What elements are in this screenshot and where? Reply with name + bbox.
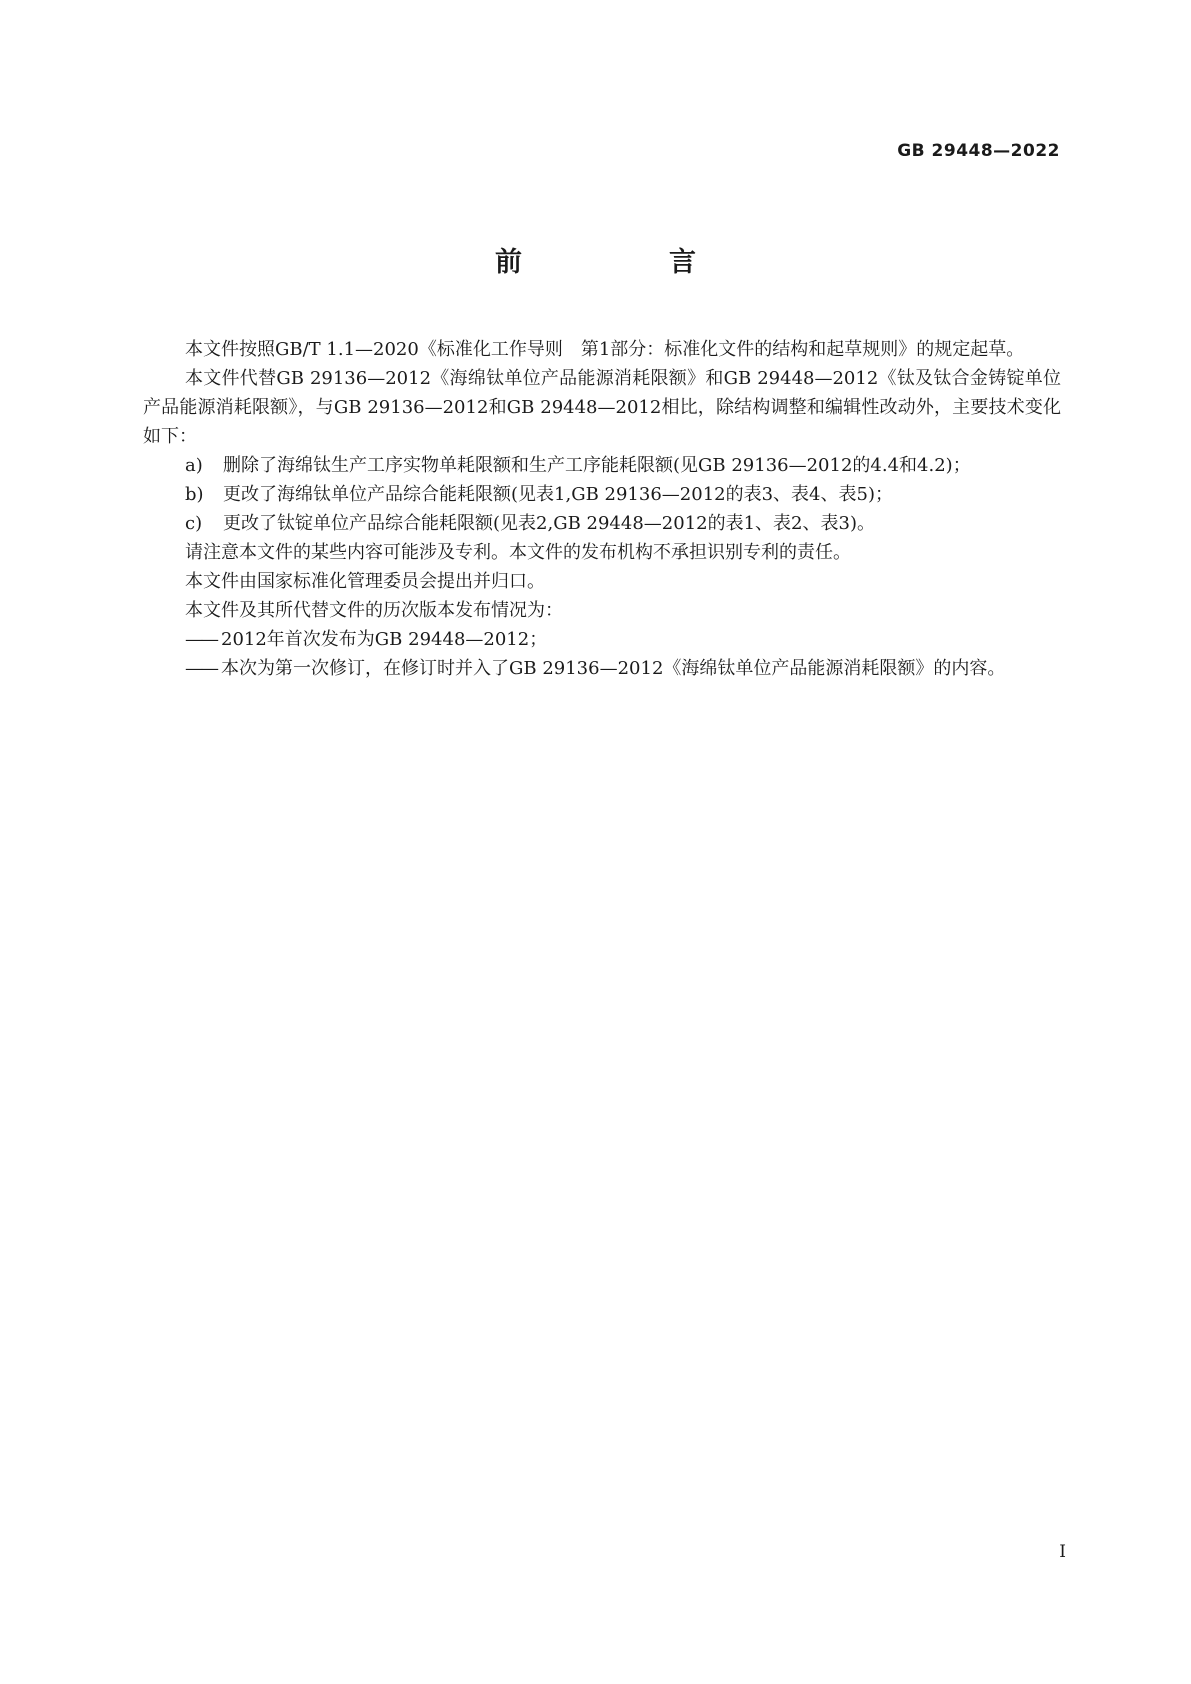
- paragraph-drafting-rules: 本文件按照GB/T 1.1—2020《标准化工作导则 第1部分：标准化文件的结构和起草规则》的规定起草。: [185, 339, 1025, 360]
- list-marker: c): [185, 513, 203, 534]
- list-item-text: 删除了海绵钛生产工序实物单耗限额和生产工序能耗限额(见GB 29136—2012的4.4和4.2)；: [223, 455, 971, 476]
- list-item-change-b: [185, 480, 1061, 509]
- paragraph-patent-notice: 请注意本文件的某些内容可能涉及专利。本文件的发布机构不承担识别专利的责任。: [185, 542, 851, 563]
- list-marker: b): [185, 484, 204, 505]
- list-item-text: 2012年首次发布为GB 29448—2012；: [221, 629, 548, 650]
- foreword-body: [143, 335, 1061, 683]
- list-item-text: 更改了钛锭单位产品综合能耗限额(见表2,GB 29448—2012的表1、表2、表3)。: [223, 513, 875, 534]
- paragraph-history-intro: 本文件及其所代替文件的历次版本发布情况为：: [185, 600, 563, 621]
- list-item-history-revision: [185, 654, 1061, 683]
- paragraph-replacement: 本文件代替GB 29136—2012《海绵钛单位产品能源消耗限额》和GB 29448—2012《钛及钛合金铸锭单位产品能源消耗限额》，与GB 29136—2012和GB 29448—2012相比，除结构调整和编辑性改动外，主要技术变化如下：: [143, 368, 1061, 447]
- list-item-change-a: [185, 451, 1061, 480]
- list-item-text: 更改了海绵钛单位产品综合能耗限额(见表1,GB 29136—2012的表3、表4、表5)；: [223, 484, 893, 505]
- paragraph-proposer: 本文件由国家标准化管理委员会提出并归口。: [185, 571, 545, 592]
- list-item-text: 本次为第一次修订，在修订时并入了GB 29136—2012《海绵钛单位产品能源消耗限额》的内容。: [221, 658, 1006, 679]
- list-item-change-c: [185, 509, 1061, 538]
- list-marker: a): [185, 455, 203, 476]
- document-code: GB 29448—2022: [897, 141, 1060, 161]
- page-title: 前 言: [495, 247, 756, 278]
- list-item-history-2012: [185, 625, 1061, 654]
- dash-marker: ——: [185, 629, 217, 650]
- page-number: I: [1059, 1542, 1066, 1562]
- dash-marker: ——: [185, 658, 217, 679]
